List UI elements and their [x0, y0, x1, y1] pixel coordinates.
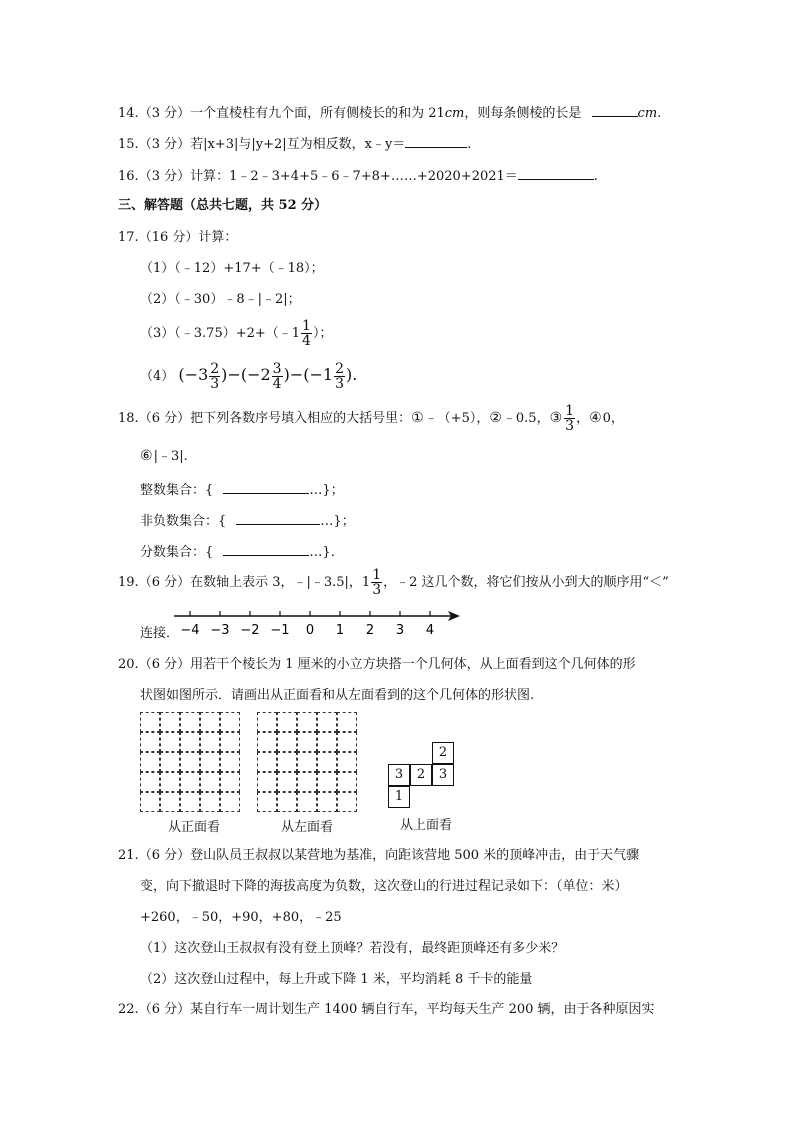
- q18-set1-label: 整数集合：{: [140, 483, 214, 498]
- top-view-cell: 2: [432, 742, 454, 764]
- q20-number: 20.: [118, 657, 139, 672]
- q19-text-c: 连接．: [140, 626, 180, 641]
- grid-cell[interactable]: [277, 792, 297, 812]
- grid-cell[interactable]: [297, 772, 317, 792]
- top-view-figure: [388, 742, 458, 812]
- q18-circle-2: ②: [489, 410, 502, 426]
- q18-set-nonnegative: [140, 511, 355, 531]
- q18-set2-blank[interactable]: [236, 511, 320, 525]
- grid-cell[interactable]: [160, 772, 180, 792]
- q21-part-2: （2）这次登山过程中，每上升或下降 1 米，平均消耗 8 千卡的能量: [140, 972, 533, 987]
- grid-cell[interactable]: [277, 752, 297, 772]
- grid-cell[interactable]: [297, 792, 317, 812]
- grid-cell[interactable]: [180, 772, 200, 792]
- grid-cell[interactable]: [140, 712, 160, 732]
- number-line-ticks: [180, 611, 434, 638]
- grid-cell[interactable]: [337, 732, 357, 752]
- q17-part-3: [140, 317, 332, 351]
- q17-p4-end: ).: [345, 365, 358, 384]
- q17-p4-c-num: 2: [335, 361, 344, 377]
- grid-cell[interactable]: [317, 752, 337, 772]
- q18-v3-num: 1: [565, 403, 575, 419]
- q17-p4-a-whole: (−3: [178, 365, 209, 384]
- grid-cell[interactable]: [220, 712, 240, 732]
- q17-p3-post: ）；: [312, 326, 333, 341]
- number-line-tick-label: −1: [270, 623, 290, 638]
- number-line-tick-label: −4: [180, 623, 200, 638]
- q14-number: 14.: [118, 106, 139, 121]
- q21-text-2: 变，向下撤退时下降的海拔高度为负数，这次登山的行进过程记录如下：（单位：米）: [140, 879, 628, 894]
- q17-p4-frac-c: [334, 362, 345, 391]
- q18-set2-ellipsis: …}；: [320, 514, 355, 529]
- q22-text: 某自行车一周计划生产 1400 辆自行车，平均每天生产 200 辆，由于各种原因实: [190, 1002, 655, 1017]
- question-17: [118, 229, 237, 247]
- grid-cell[interactable]: [220, 772, 240, 792]
- grid-cell[interactable]: [257, 772, 277, 792]
- grid-cell[interactable]: [297, 712, 317, 732]
- grid-cell[interactable]: [140, 792, 160, 812]
- grid-cell[interactable]: [317, 712, 337, 732]
- q21-score: （6 分）: [138, 848, 191, 863]
- front-view-grid[interactable]: [140, 712, 240, 812]
- grid-cell[interactable]: [180, 792, 200, 812]
- question-18: [118, 402, 624, 436]
- number-line-tick-label: 2: [365, 623, 375, 638]
- q18-value-1: ﹣（+5），: [424, 411, 490, 426]
- q17-p4-b-num: 3: [272, 361, 282, 377]
- grid-cell[interactable]: [297, 732, 317, 752]
- q18-value-4: 0，: [602, 411, 624, 426]
- q18-text: 把下列各数序号填入相应的大括号里：: [190, 411, 412, 426]
- grid-cell[interactable]: [257, 732, 277, 752]
- q16-number: 16.: [118, 169, 139, 184]
- grid-cell[interactable]: [297, 752, 317, 772]
- q15-number: 15.: [118, 137, 139, 152]
- q16-answer-blank[interactable]: [518, 166, 594, 180]
- q17-part-1: （1）（﹣12）+17+（﹣18）；: [140, 261, 324, 276]
- question-20: [118, 656, 636, 674]
- q20-text: 用若干个棱长为 1 厘米的小立方块搭一个几何体，从上面看到这个几何体的形: [190, 657, 636, 672]
- q16-score: （3 分）: [138, 169, 191, 184]
- grid-cell[interactable]: [257, 712, 277, 732]
- q19-text-b: ，﹣2 这几个数，将它们按从小到大的顺序用“＜”: [383, 575, 669, 590]
- q22-score: （6 分）: [138, 1002, 191, 1017]
- q21-number: 21.: [118, 848, 139, 863]
- q18-set1-ellipsis: …}；: [309, 483, 344, 498]
- top-view-cell: 3: [432, 764, 454, 786]
- grid-cell[interactable]: [140, 772, 160, 792]
- q18-line-2: [140, 448, 188, 466]
- q17-number: 17.: [118, 230, 139, 245]
- q18-fraction-3: [564, 404, 575, 433]
- q15-answer-blank[interactable]: [405, 134, 467, 148]
- q18-circle-4: ④: [589, 410, 602, 426]
- number-line-tick-label: −2: [240, 623, 260, 638]
- q14-score: （3 分）: [138, 106, 191, 121]
- q17-p4-frac-a: [209, 362, 220, 391]
- q17-p4-a-num: 2: [210, 361, 220, 377]
- q14-answer-blank[interactable]: [592, 103, 638, 117]
- grid-cell[interactable]: [277, 732, 297, 752]
- top-view-cell: 2: [410, 764, 432, 786]
- left-view-grid[interactable]: [257, 712, 357, 812]
- q17-p4-c-den: 3: [335, 376, 344, 392]
- number-line-tick-label: 3: [395, 623, 405, 638]
- q17-p4-b-den: 4: [272, 376, 282, 392]
- grid-cell[interactable]: [160, 732, 180, 752]
- q17-part-2: （2）（﹣30）﹣8﹣|﹣2|；: [140, 292, 301, 307]
- grid-cell[interactable]: [317, 732, 337, 752]
- q18-number: 18.: [118, 411, 139, 426]
- q18-set3-blank[interactable]: [223, 542, 309, 556]
- question-16: [118, 166, 598, 186]
- number-line-tick-label: −3: [210, 623, 230, 638]
- q16-text: 计算：1﹣2﹣3+4+5﹣6﹣7+8+……+2020+2021＝: [190, 169, 518, 184]
- q17-p4-frac-b: [272, 362, 283, 391]
- q18-circle-3: ③: [549, 410, 563, 426]
- number-line-tick-label: 4: [425, 623, 435, 638]
- grid-cell[interactable]: [180, 732, 200, 752]
- q17-p3-pre: （3）（﹣3.75）+2+（﹣1: [140, 326, 301, 341]
- q17-p3-numerator: 1: [302, 318, 311, 334]
- q17-p4-mid1: )−(−2: [221, 365, 271, 384]
- q17-text: 计算：: [198, 230, 238, 245]
- q18-set3-label: 分数集合：{: [140, 545, 214, 560]
- grid-cell[interactable]: [180, 712, 200, 732]
- top-view-cell: 1: [388, 786, 410, 808]
- q14-tail: ，则每条侧棱的长是: [464, 106, 582, 121]
- question-15: [118, 134, 471, 154]
- question-19: [118, 566, 669, 600]
- grid-cell[interactable]: [200, 752, 220, 772]
- q14-unit: cm: [444, 106, 465, 121]
- grid-cell[interactable]: [220, 792, 240, 812]
- question-14: [118, 103, 661, 123]
- grid-cell[interactable]: [140, 732, 160, 752]
- q16-period: .: [593, 169, 598, 184]
- q18-value-2: ﹣0.5，: [502, 411, 550, 426]
- grid-cell[interactable]: [317, 792, 337, 812]
- q17-p4-mid2: )−(−1: [283, 365, 334, 384]
- q17-p4-label: （4）: [140, 369, 175, 384]
- caption-top-view: 从上面看: [400, 818, 453, 833]
- grid-cell[interactable]: [160, 712, 180, 732]
- q18-set2-label: 非负数集合：{: [140, 514, 227, 529]
- q18-circle-1: ①: [411, 410, 424, 426]
- grid-cell[interactable]: [160, 752, 180, 772]
- grid-cell[interactable]: [200, 732, 220, 752]
- grid-cell[interactable]: [200, 712, 220, 732]
- q18-v3-post: ，: [576, 411, 590, 426]
- grid-cell[interactable]: [337, 792, 357, 812]
- q19-score: （6 分）: [138, 575, 191, 590]
- q19-fraction: [371, 568, 382, 597]
- q18-score: （6 分）: [138, 411, 191, 426]
- q19-text-a: 在数轴上表示 3，﹣|﹣3.5|，1: [190, 575, 371, 590]
- grid-cell[interactable]: [277, 712, 297, 732]
- q14-text: 一个直棱柱有九个面，所有侧棱长的和为 21: [190, 106, 445, 121]
- q20-score: （6 分）: [138, 657, 191, 672]
- q18-circle-6: ⑥: [140, 448, 153, 464]
- q21-part-1: （1）这次登山王叔叔有没有登上顶峰？若没有，最终距顶峰还有多少米？: [140, 941, 565, 956]
- q21-text: 登山队员王叔叔以某营地为基准，向距该营地 500 米的顶峰冲击，由于天气骤: [190, 848, 640, 863]
- caption-left-view: 从左面看: [281, 820, 334, 835]
- q21-record: +260，﹣50，+90，+80，﹣25: [140, 910, 342, 925]
- caption-front-view: 从正面看: [168, 820, 221, 835]
- q18-v3-den: 3: [565, 418, 575, 434]
- q18-set3-ellipsis: …}.: [309, 545, 335, 560]
- grid-cell[interactable]: [140, 752, 160, 772]
- grid-cell[interactable]: [317, 772, 337, 792]
- q19-number: 19.: [118, 575, 139, 590]
- q17-p3-denominator: 4: [302, 333, 311, 349]
- q15-text: 若|x+3|与|y+2|互为相反数，x﹣y＝: [190, 137, 406, 152]
- grid-cell[interactable]: [220, 752, 240, 772]
- number-line-tick-label: 0: [305, 623, 315, 638]
- grid-cell[interactable]: [220, 732, 240, 752]
- grid-cell[interactable]: [257, 752, 277, 772]
- grid-cell[interactable]: [180, 752, 200, 772]
- q18-set1-blank[interactable]: [223, 480, 309, 494]
- section-3-heading: 三、解答题（总共七题，共 52 分）: [118, 198, 328, 213]
- grid-cell[interactable]: [257, 792, 277, 812]
- q18-value-6: |﹣3|.: [153, 449, 188, 464]
- q20-text-2: 状图如图所示．请画出从正面看和从左面看到的这个几何体的形状图.: [140, 688, 535, 703]
- grid-cell[interactable]: [277, 772, 297, 792]
- q17-p4-a-den: 3: [210, 376, 220, 392]
- grid-cell[interactable]: [160, 792, 180, 812]
- number-line-tick-label: 1: [335, 623, 345, 638]
- grid-cell[interactable]: [337, 712, 357, 732]
- q14-end-unit: cm: [637, 106, 658, 121]
- q18-set-integers: [140, 480, 344, 500]
- q15-score: （3 分）: [138, 137, 191, 152]
- q14-period: .: [657, 106, 662, 121]
- question-22: [118, 1001, 655, 1019]
- q19-f-num: 1: [372, 567, 382, 583]
- grid-cell[interactable]: [200, 772, 220, 792]
- q22-number: 22.: [118, 1002, 139, 1017]
- question-21: [118, 847, 639, 865]
- top-view-cell: 3: [388, 764, 410, 786]
- q15-period: .: [467, 137, 472, 152]
- grid-cell[interactable]: [337, 772, 357, 792]
- q17-part-4: [140, 358, 357, 394]
- q17-score: （16 分）: [138, 230, 199, 245]
- grid-cell[interactable]: [337, 752, 357, 772]
- number-line: [170, 604, 470, 644]
- grid-cell[interactable]: [200, 792, 220, 812]
- q18-set-fractions: [140, 542, 335, 562]
- q19-f-den: 3: [372, 582, 382, 598]
- q17-p3-fraction: [301, 319, 312, 348]
